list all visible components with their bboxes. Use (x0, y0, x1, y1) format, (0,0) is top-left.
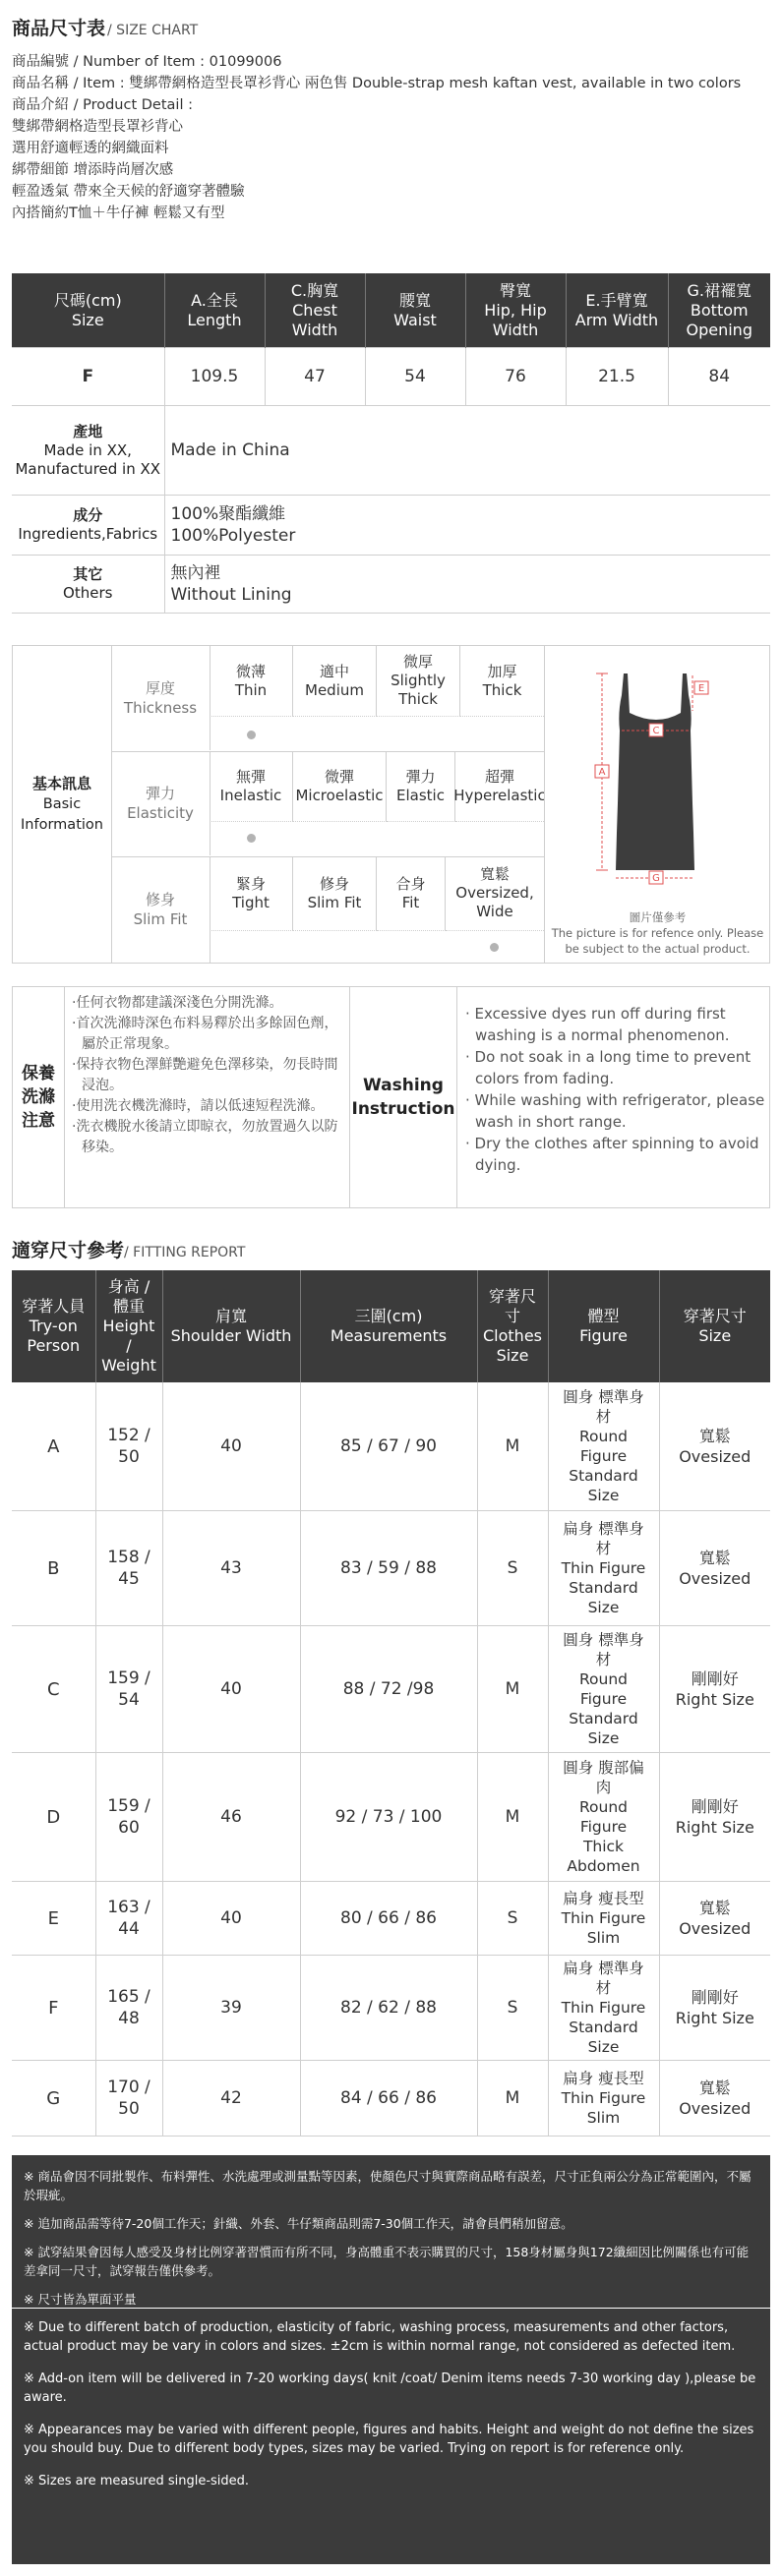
shoulder-cell: 40 (162, 1382, 300, 1511)
ingredients-value: 100%聚酯纖維 100%Polyester (164, 496, 770, 556)
fitting-row (12, 1882, 770, 1956)
label-g: G (652, 873, 660, 884)
size-chart-title (12, 14, 198, 40)
washing-item: ·首次洗滌時深色布料易釋於出多餘固色劑，屬於正常現象。 (72, 1016, 338, 1052)
option-microelastic: 微彈 Microelastic (293, 751, 387, 822)
note-item: ※ Sizes are measured single-sided. (24, 2474, 250, 2488)
ingredients-label: 成分 Ingredients,Fabrics (12, 496, 164, 556)
detail-line: 輕盈透氣 帶來全天候的舒適穿著體驗 (12, 184, 245, 200)
item-number: 商品編號 / Number of Item : 01099006 (12, 54, 282, 70)
option-inelastic: 無彈 Inelastic (210, 751, 293, 822)
shoulder-cell: 40 (162, 1626, 300, 1753)
figure-cell: 扁身 標準身 材 Thin Figure Standard Size (548, 1511, 659, 1626)
detail-line: 選用舒適輕透的網織面料 (12, 141, 169, 156)
person-cell: A (12, 1382, 95, 1511)
header-size: 尺碼(cm) Size (12, 273, 164, 348)
option-tight: 緊身 Tight (210, 856, 293, 931)
option-medium: 適中 Medium (293, 646, 377, 717)
note-item: ※ Add-on item will be delivered in 7-20 working days( knit /coat/ Denim items needs 7-30 working day ),please be aware. (24, 2371, 756, 2405)
figure-cell: 圓身 腹部偏 肉 Round Figure Thick Abdomen (548, 1753, 659, 1882)
person-cell: D (12, 1753, 95, 1882)
label-a: A (598, 767, 606, 778)
height-weight-cell: 159 / 54 (95, 1626, 162, 1753)
origin-row (12, 406, 770, 496)
figure-cell: 圓身 標準身 材 Round Figure Standard Size (548, 1626, 659, 1753)
origin-label: 產地 Made in XX, Manufactured in XX (12, 406, 164, 496)
header-shoulder: 肩寬 Shoulder Width (162, 1270, 300, 1382)
person-cell: G (12, 2061, 95, 2137)
fitting-row (12, 1626, 770, 1753)
selected-elasticity-dot (247, 834, 256, 843)
option-elastic: 彈力 Elastic (387, 751, 455, 822)
slim-fit-label: 修身 Slim Fit (111, 856, 211, 963)
washing-label-en: Washing Instruction (349, 987, 457, 1207)
option-fit: 合身 Fit (377, 856, 446, 931)
length-cell: 109.5 (164, 348, 265, 406)
fit-size-cell: 寬鬆 Ovesized (659, 2061, 770, 2137)
others-row (12, 556, 770, 614)
person-cell: C (12, 1626, 95, 1753)
detail-line: 內搭簡約T恤＋牛仔褲 輕鬆又有型 (12, 205, 225, 221)
option-hyperelastic: 超彈 Hyperelastic (455, 751, 544, 822)
size-chart-title-zh: 商品尺寸表 (12, 18, 106, 39)
fit-size-cell: 剛剛好 Right Size (659, 1956, 770, 2061)
label-e: E (697, 683, 705, 694)
fitting-row (12, 1382, 770, 1511)
washing-item: · Dry the clothes after spinning to avoid dying. (465, 1135, 759, 1174)
height-weight-cell: 170 / 50 (95, 2061, 162, 2137)
basic-info-label: 基本訊息 Basic Information (13, 646, 112, 963)
height-weight-cell: 165 / 48 (95, 1956, 162, 2061)
clothes-size-cell: M (477, 1753, 548, 1882)
washing-item: ·保持衣物色澤鮮艷避免色澤移染，勿長時間浸泡。 (72, 1057, 338, 1093)
ingredients-row (12, 496, 770, 556)
washing-item: ·任何衣物都建議深淺色分開洗滌。 (72, 995, 283, 1011)
measurements-cell: 80 / 66 / 86 (300, 1882, 477, 1956)
chest-cell: 47 (265, 348, 365, 406)
product-info (12, 51, 769, 224)
size-row (12, 348, 770, 406)
header-waist: 腰寬 Waist (365, 273, 465, 348)
size-cell: F (12, 348, 164, 406)
vest-diagram-icon (545, 646, 770, 904)
height-weight-cell: 158 / 45 (95, 1511, 162, 1626)
washing-list-zh (72, 993, 347, 1158)
figure-cell: 扁身 瘦長型 Thin Figure Slim (548, 1882, 659, 1956)
selected-thickness-dot (247, 731, 256, 739)
attribute-grid (111, 646, 544, 963)
others-label: 其它 Others (12, 556, 164, 614)
washing-list-en (465, 1003, 765, 1176)
fit-size-cell: 寬鬆 Ovesized (659, 1511, 770, 1626)
slim-fit-row (111, 856, 544, 963)
note-item: ※ 追加商品需等待7-20個工作天；針織、外套、牛仔類商品則需7-30個工作天，請會員們稍加留意。 (24, 2216, 573, 2231)
header-clothes-size: 穿著尺 寸 Clothes Size (477, 1270, 548, 1382)
fitting-table (12, 1270, 770, 2137)
garment-diagram (544, 646, 770, 963)
thickness-row (111, 646, 544, 752)
header-bottom: G.裙襬寬 Bottom Opening (668, 273, 770, 348)
notes-zh (12, 2155, 770, 2308)
washing-panel (12, 986, 770, 1208)
size-table-header (12, 273, 770, 348)
fitting-row (12, 2061, 770, 2137)
fitting-row (12, 1511, 770, 1626)
fit-size-cell: 寬鬆 Ovesized (659, 1882, 770, 1956)
washing-item: · Excessive dyes run off during first washing is a normal phenomenon. (465, 1005, 730, 1044)
product-detail-label: 商品介紹 / Product Detail : (12, 97, 193, 113)
option-thin: 微薄 Thin (210, 646, 293, 717)
header-measurements: 三圍(cm) Measurements (300, 1270, 477, 1382)
detail-line: 雙綁帶網格造型長罩衫背心 (12, 119, 183, 135)
figure-cell: 圓身 標準身 材 Round Figure Standard Size (548, 1382, 659, 1511)
measurements-cell: 82 / 62 / 88 (300, 1956, 477, 2061)
clothes-size-cell: M (477, 1382, 548, 1511)
option-thick: 加厚 Thick (460, 646, 544, 717)
waist-cell: 54 (365, 348, 465, 406)
bottom-cell: 84 (668, 348, 770, 406)
header-chest: C.胸寬 Chest Width (265, 273, 365, 348)
washing-item: · While washing with refrigerator, please wash in short range. (465, 1091, 765, 1131)
person-cell: F (12, 1956, 95, 2061)
figure-cell: 扁身 標準身 材 Thin Figure Standard Size (548, 1956, 659, 2061)
basic-info-panel (12, 645, 770, 964)
clothes-size-cell: M (477, 2061, 548, 2137)
measurements-cell: 92 / 73 / 100 (300, 1753, 477, 1882)
shoulder-cell: 42 (162, 2061, 300, 2137)
elasticity-label: 彈力 Elasticity (111, 751, 211, 855)
header-length: A.全長 Length (164, 273, 265, 348)
note-item: ※ 試穿結果會因每人感受及身材比例穿著習慣而有所不同，身高體重不表示購買的尺寸，158身材屬身與172纖細因比例關係也有可能差拿同一尺寸，試穿報告僅供參考。 (24, 2245, 750, 2278)
washing-item: ·洗衣機脫水後請立即晾衣，勿放置過久以防移染。 (72, 1119, 338, 1155)
elasticity-row (111, 751, 544, 857)
header-height-weight: 身高 / 體重 Height / Weight (95, 1270, 162, 1382)
diagram-caption: 圖片僅參考 The picture is for refence only. Please be subject to the actual product. (551, 910, 764, 956)
origin-value: Made in China (164, 406, 770, 496)
washing-item: · Do not soak in a long time to prevent colors from fading. (465, 1048, 752, 1087)
size-table (12, 273, 770, 614)
detail-line: 綁帶細節 增添時尚層次感 (12, 162, 174, 178)
shoulder-cell: 40 (162, 1882, 300, 1956)
clothes-size-cell: M (477, 1626, 548, 1753)
shoulder-cell: 39 (162, 1956, 300, 2061)
thickness-label: 厚度 Thickness (111, 646, 211, 750)
height-weight-cell: 163 / 44 (95, 1882, 162, 1956)
note-item: ※ Due to different batch of production, elasticity of fabric, washing process, measurements and other factors, actual product may be vary in colors and sizes. ±2cm is within normal range, not considered as defected item. (24, 2320, 736, 2354)
selected-fit-dot (490, 943, 499, 952)
fitting-header (12, 1270, 770, 1382)
header-arm: E.手臂寬 Arm Width (566, 273, 668, 348)
fit-size-cell: 寬鬆 Ovesized (659, 1382, 770, 1511)
measurements-cell: 84 / 66 / 86 (300, 2061, 477, 2137)
notes-en (12, 2309, 770, 2564)
note-item: ※ 尺寸皆為單面平量 (24, 2292, 137, 2307)
header-hip: 臀寬 Hip, Hip Width (465, 273, 566, 348)
shoulder-cell: 43 (162, 1511, 300, 1626)
measurements-cell: 85 / 67 / 90 (300, 1382, 477, 1511)
fit-size-cell: 剛剛好 Right Size (659, 1753, 770, 1882)
arm-cell: 21.5 (566, 348, 668, 406)
height-weight-cell: 159 / 60 (95, 1753, 162, 1882)
shoulder-cell: 46 (162, 1753, 300, 1882)
hip-cell: 76 (465, 348, 566, 406)
figure-cell: 扁身 瘦長型 Thin Figure Slim (548, 2061, 659, 2137)
clothes-size-cell: S (477, 1956, 548, 2061)
option-slim-fit: 修身 Slim Fit (293, 856, 377, 931)
header-person: 穿著人員 Try-on Person (12, 1270, 95, 1382)
washing-label-zh: 保養 洗滌 注意 (13, 987, 65, 1207)
note-item: ※ Appearances may be varied with different people, figures and habits. Height and weight do not define the sizes you should buy. Due to different body types, sizes may be varied. Trying on report is for reference only. (24, 2423, 754, 2456)
fitting-title: 適穿尺寸參考/ FITTING REPORT (12, 1240, 246, 1261)
washing-item: ·使用洗衣機洗滌時，請以低速短程洗滌。 (72, 1098, 325, 1114)
person-cell: B (12, 1511, 95, 1626)
fit-size-cell: 剛剛好 Right Size (659, 1626, 770, 1753)
person-cell: E (12, 1882, 95, 1956)
header-figure: 體型 Figure (548, 1270, 659, 1382)
option-slightly-thick: 微厚 Slightly Thick (377, 646, 460, 717)
measurements-cell: 88 / 72 /98 (300, 1626, 477, 1753)
fitting-row (12, 1753, 770, 1882)
height-weight-cell: 152 / 50 (95, 1382, 162, 1511)
size-chart-title-en: / SIZE CHART (107, 23, 199, 38)
note-item: ※ 商品會因不同批製作、布料彈性、水洗處理或測量點等因素，使顏色尺寸與實際商品略有誤差，尺寸正負兩公分為正常範圍內，不屬於瑕疵。 (24, 2169, 752, 2202)
measurements-cell: 83 / 59 / 88 (300, 1511, 477, 1626)
fitting-row (12, 1956, 770, 2061)
clothes-size-cell: S (477, 1882, 548, 1956)
header-fit-size: 穿著尺寸 Size (659, 1270, 770, 1382)
item-name: 商品名稱 / Item : 雙綁帶網格造型長罩衫背心 兩色售 Double-strap mesh kaftan vest, available in two colors (12, 76, 742, 91)
label-c: C (652, 726, 660, 736)
clothes-size-cell: S (477, 1511, 548, 1626)
option-oversized: 寬鬆 Oversized, Wide (446, 856, 544, 931)
vest-shape (616, 673, 694, 870)
others-value: 無內裡 Without Lining (164, 556, 770, 614)
